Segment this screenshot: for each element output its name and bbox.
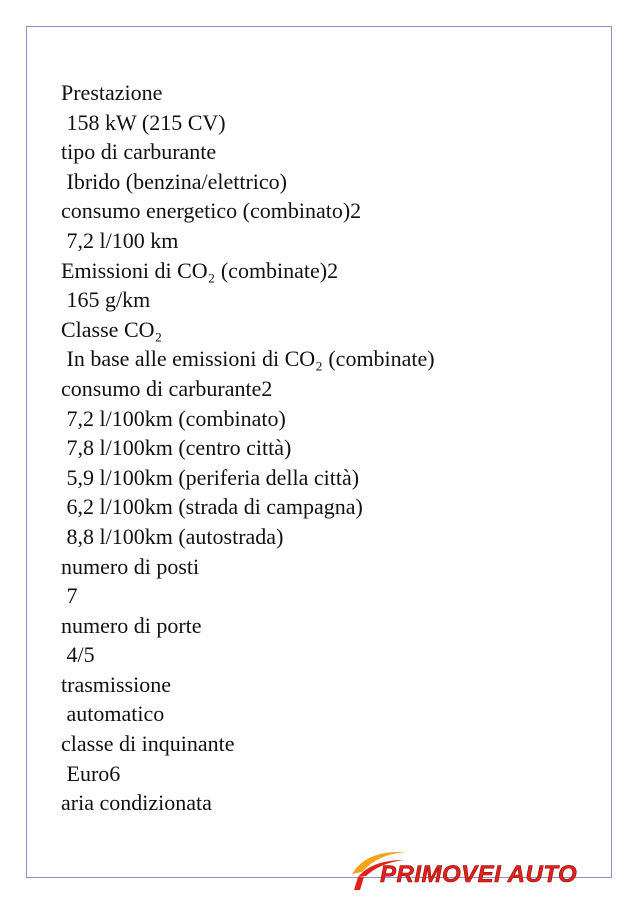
- spec-line: consumo energetico (combinato)2: [61, 198, 362, 224]
- spec-line: numero di posti: [61, 553, 200, 579]
- spec-text: [61, 78, 606, 818]
- spec-line: tipo di carburante: [61, 139, 217, 165]
- spec-line: In base alle emissioni di CO₂ (combinate): [61, 346, 435, 372]
- spec-line: 7,2 l/100km (combinato): [61, 405, 286, 431]
- spec-line: Prestazione: [61, 80, 163, 105]
- spec-line: Ibrido (benzina/elettrico): [61, 168, 288, 194]
- logo-wordmark: PRIMOVEI AUTO: [380, 861, 578, 888]
- spec-line: 7,2 l/100 km: [61, 227, 179, 253]
- spec-line: 7,8 l/100km (centro città): [61, 435, 292, 461]
- spec-line: trasmissione: [61, 671, 171, 697]
- spec-line: automatico: [61, 701, 165, 727]
- spec-line: consumo di carburante2: [61, 375, 273, 401]
- spec-line: 7: [61, 583, 78, 609]
- spec-line: classe di inquinante: [61, 731, 235, 757]
- spec-line: 8,8 l/100km (autostrada): [61, 523, 284, 549]
- spec-line: Classe CO₂: [61, 316, 163, 342]
- spec-line: 165 g/km: [61, 287, 151, 313]
- spec-line: 158 kW (215 CV): [61, 109, 226, 135]
- spec-line: 5,9 l/100km (periferia della città): [61, 464, 360, 490]
- spec-line: aria condizionata: [61, 790, 212, 816]
- spec-line: numero di porte: [61, 612, 202, 638]
- dealer-logo: [348, 846, 632, 892]
- spec-line: Euro6: [61, 760, 121, 786]
- spec-line: 4/5: [61, 642, 95, 668]
- spec-line: Emissioni di CO₂ (combinate)2: [61, 257, 339, 283]
- spec-line: 6,2 l/100km (strada di campagna): [61, 494, 363, 520]
